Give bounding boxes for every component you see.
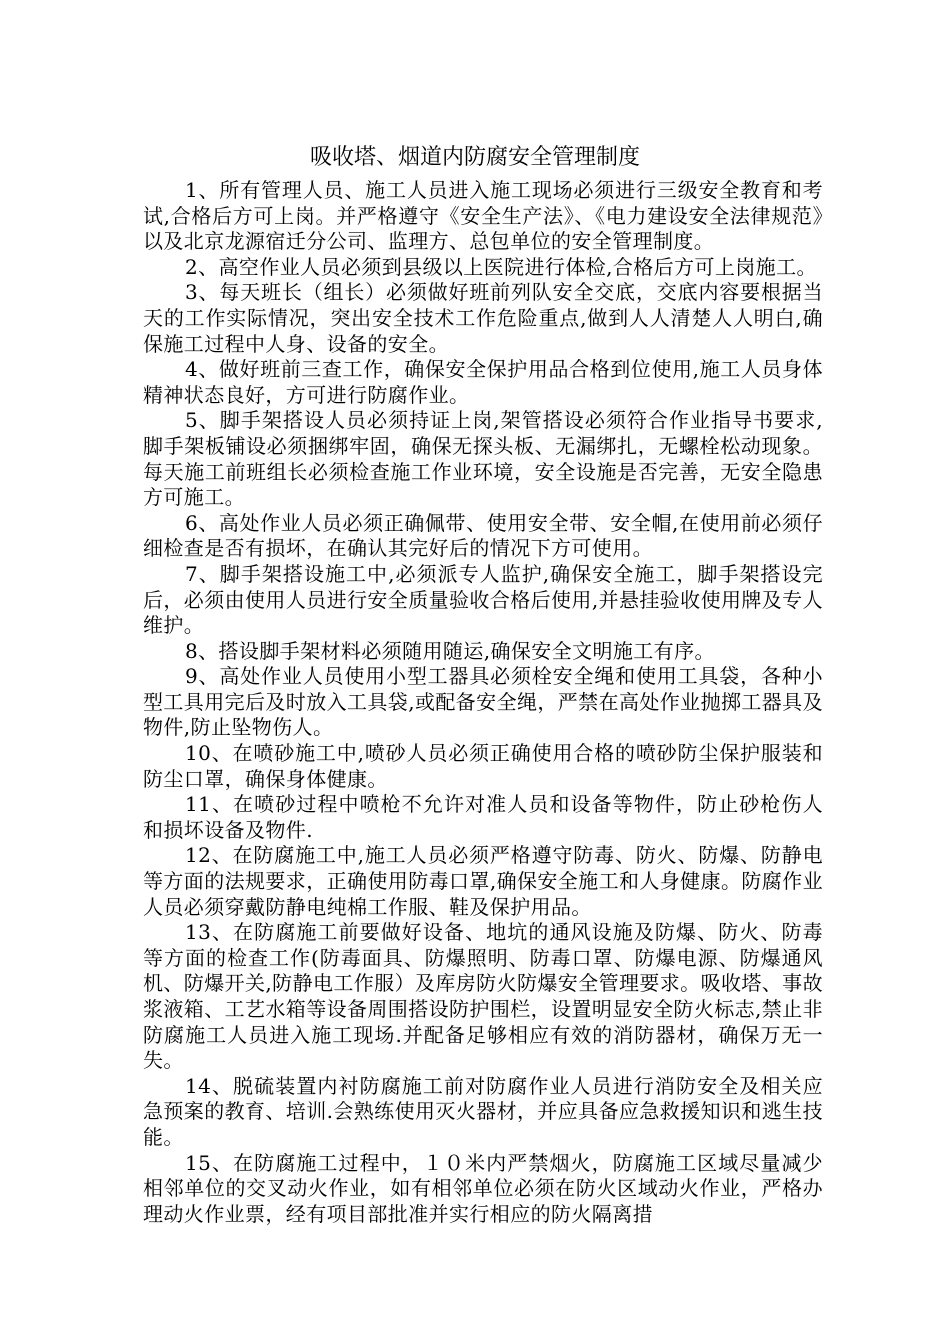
paragraph-12: 12、在防腐施工中,施工人员必须严格遵守防毒、防火、防爆、防静电等方面的法规要求，正确使用防毒口罩,确保安全施工和人身健康。防腐作业人员必须穿戴防静电纯棉工作服、鞋及保护用品。 — [143, 843, 823, 919]
paragraph-5: 5、脚手架搭设人员必须持证上岗,架管搭设必须符合作业指导书要求,脚手架板铺设必须捆绑牢固，确保无探头板、无漏绑扎，无螺栓松动现象。每天施工前班组长必须检查施工作业环境，安全设施是否完善，无安全隐患方可施工。 — [143, 408, 823, 510]
paragraph-7: 7、脚手架搭设施工中,必须派专人监护,确保安全施工，脚手架搭设完后，必须由使用人员进行安全质量验收合格后使用,并悬挂验收使用牌及专人维护。 — [143, 561, 823, 638]
paragraph-14: 14、脱硫装置内衬防腐施工前对防腐作业人员进行消防安全及相关应急预案的教育、培训.会熟练使用灭火器材，并应具备应急救援知识和逃生技能。 — [143, 1073, 823, 1149]
paragraph-15: 15、在防腐施工过程中，１０米内严禁烟火，防腐施工区域尽量减少相邻单位的交叉动火作业，如有相邻单位必须在防火区域动火作业，严格办理动火作业票，经有项目部批准并实行相应的防火隔离措 — [143, 1150, 823, 1226]
paragraph-2: 2、高空作业人员必须到县级以上医院进行体检,合格后方可上岗施工。 — [185, 254, 817, 279]
paragraph-6: 6、高处作业人员必须正确佩带、使用安全带、安全帽,在使用前必须仔细检查是否有损坏，在确认其完好后的情况下方可使用。 — [143, 510, 823, 561]
paragraph-3: 3、每天班长（组长）必须做好班前列队安全交底，交底内容要根据当天的工作实际情况，突出安全技术工作危险重点,做到人人清楚人人明白,确保施工过程中人身、设备的安全。 — [143, 280, 823, 356]
paragraph-10: 10、在喷砂施工中,喷砂人员必须正确使用合格的喷砂防尘保护服装和防尘口罩，确保身体健康。 — [143, 741, 823, 791]
paragraph-13: 13、在防腐施工前要做好设备、地坑的通风设施及防爆、防火、防毒等方面的检查工作(防毒面具、防爆照明、防毒口罩、防爆电源、防爆通风机、防爆开关,防静电工作服）及库房防火防爆安全管理要求。吸收塔、事故浆液箱、工艺水箱等设备周围搭设防护围栏，设置明显安全防火标志,禁止非防腐施工人员进入施工现场.并配备足够相应有效的消防器材，确保万无一失。 — [143, 920, 823, 1073]
paragraph-11: 11、在喷砂过程中喷枪不允许对准人员和设备等物件，防止砂枪伤人和损坏设备及物件. — [143, 792, 823, 842]
document-body — [143, 178, 823, 1227]
paragraph-8: 8、搭设脚手架材料必须随用随运,确保安全文明施工有序。 — [185, 638, 715, 663]
paragraph-9: 9、高处作业人员使用小型工器具必须栓安全绳和使用工具袋，各种小型工具用完后及时放入工具袋,或配备安全绳，严禁在高处作业抛掷工器具及物件,防止坠物伤人。 — [143, 664, 823, 740]
paragraph-4: 4、做好班前三查工作，确保安全保护用品合格到位使用,施工人员身体精神状态良好，方可进行防腐作业。 — [143, 357, 823, 407]
paragraph-1: 1、所有管理人员、施工人员进入施工现场必须进行三级安全教育和考试,合格后方可上岗。并严格遵守《安全生产法》、《电力建设安全法律规范》以及北京龙源宿迁分公司、监理方、总包单位的安全管理制度。 — [143, 178, 823, 254]
document-title: 吸收塔、烟道内防腐安全管理制度 — [309, 145, 640, 170]
